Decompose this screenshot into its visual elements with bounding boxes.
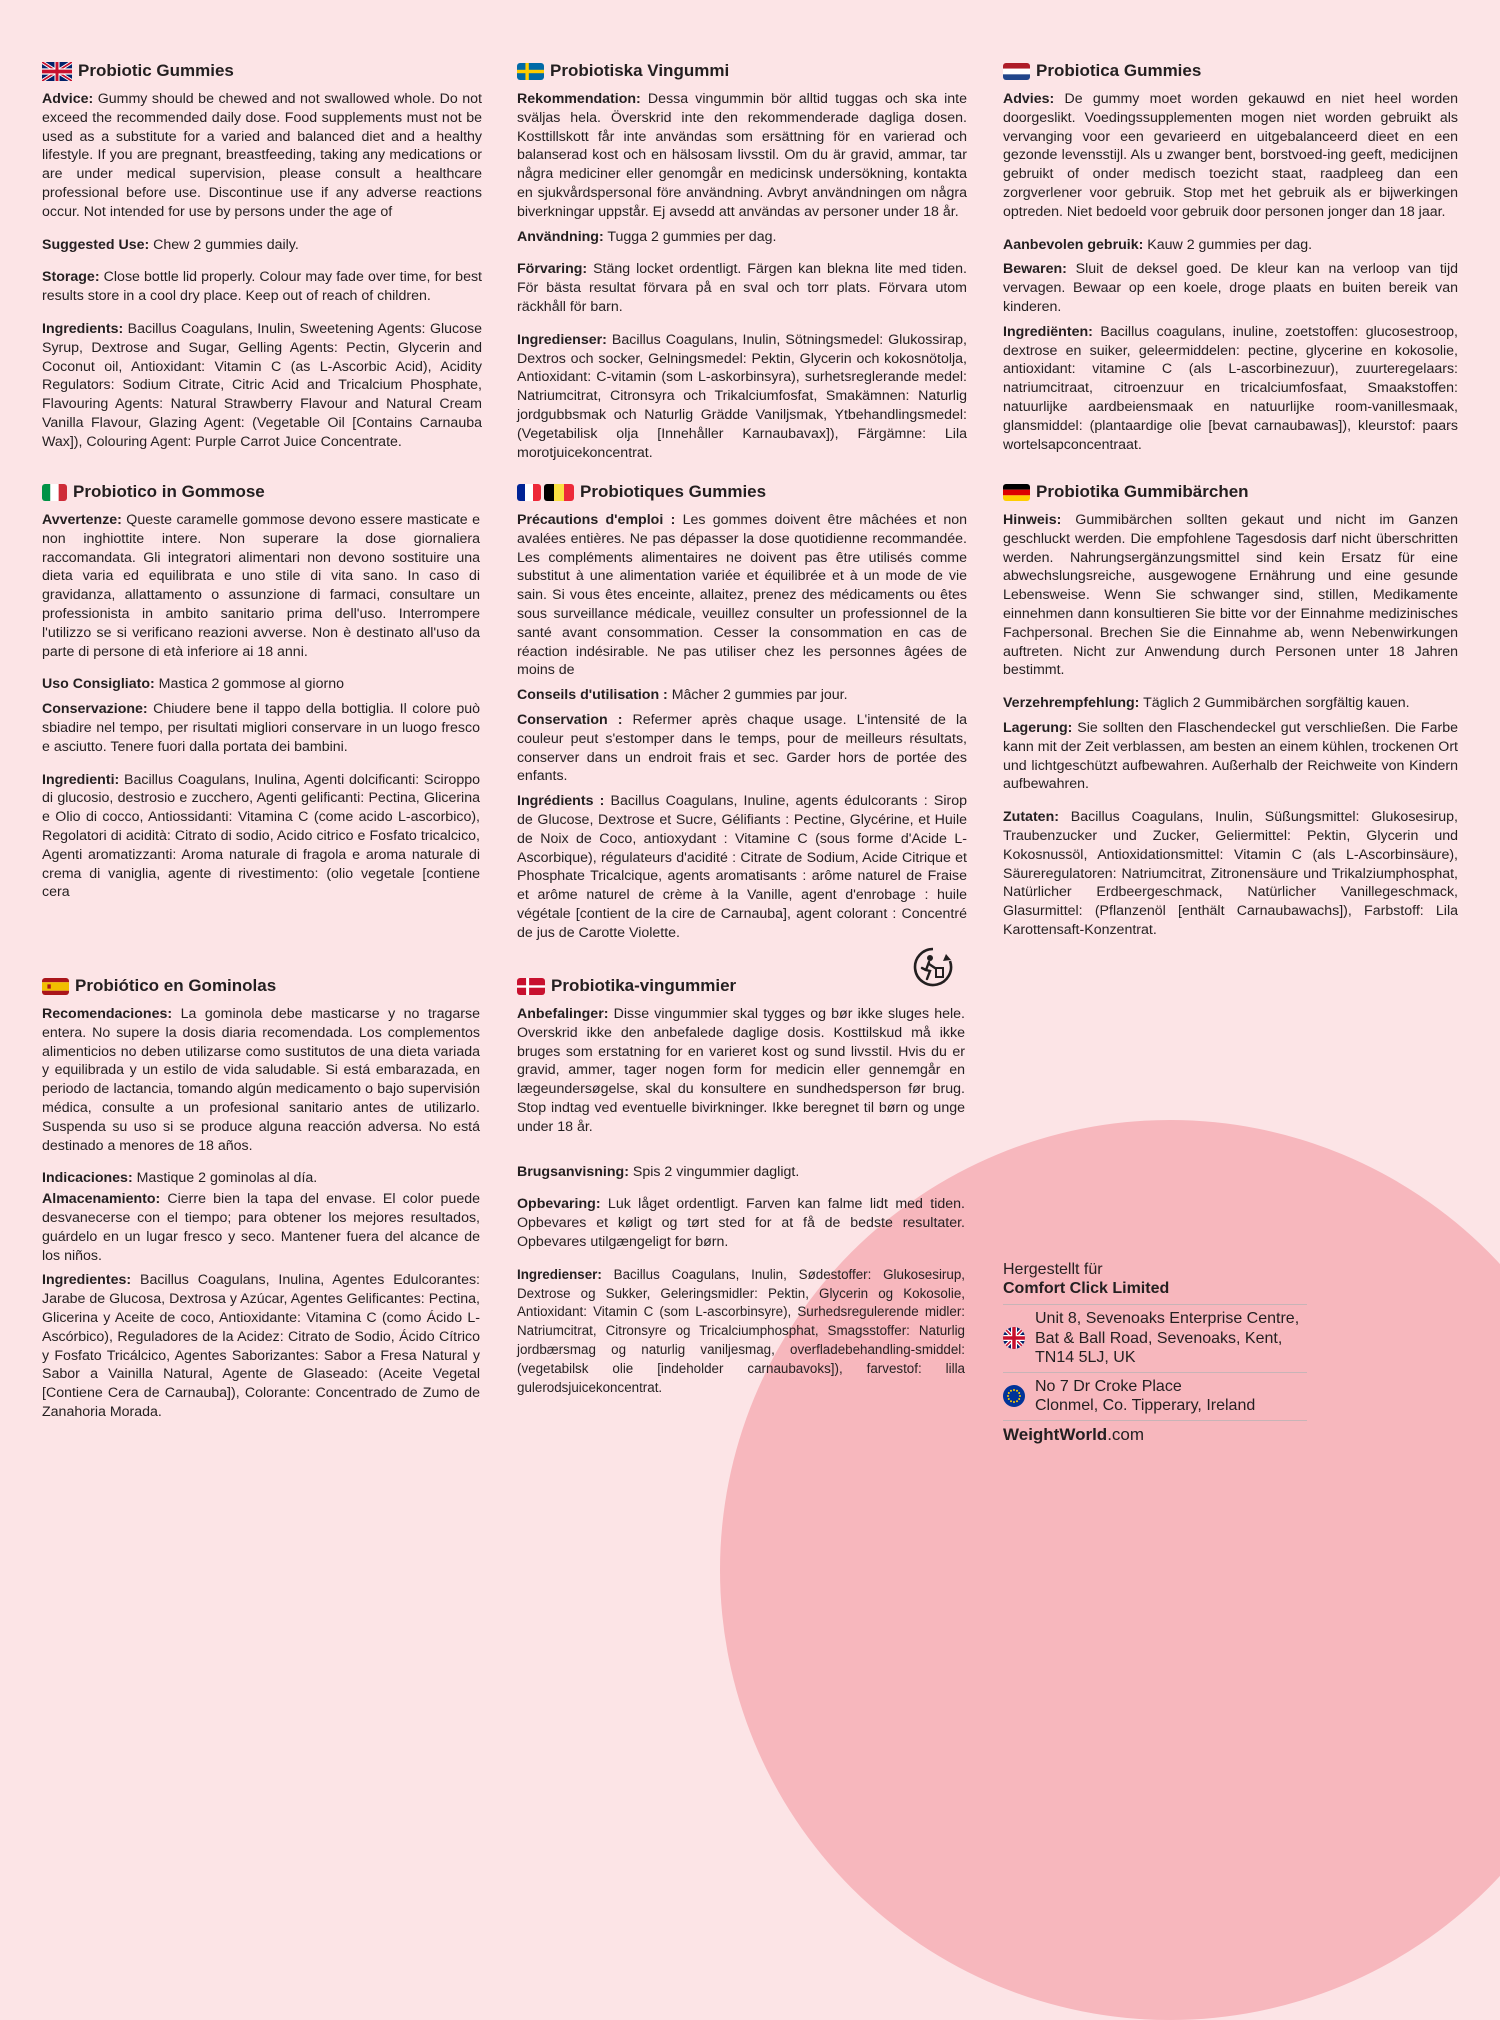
recommendation-paragraph: Rekommendation: Dessa vingummin bör alltid tuggas och ska inte sväljas hela. Överskrid inte den rekommenderade dagliga dosen. Kosttillskott får inte användas som ersättning för en varierad och balanserad kost och en hälsosam livsstil. Om du är gravid, ammar, tar några mediciner eller genomgår en medicinsk undersökning, kontakta en sjukvårdspersonal före användning. Avbryt användningen om några biverkningar uppstår. Ej avsedd att användas av personer under 18 år. <box>517 91 967 220</box>
sweden-flag-icon <box>517 63 544 80</box>
ingredients-paragraph: Ingrediënten: Bacillus coagulans, inuline, zoetstoffen: glucosestroop, dextrose en suiker, geleermiddelen: pectine, glycerine en kokosolie, antioxidant: vitamine C (als L-ascorbinezuur), zuurteregelaars: natriumcitraat, citroenzuur en tricalciumfosfaat, Smaakstoffen: natuurlijke aardbeiensmaak en natuurlijke room-vanillesmaak, glansmiddel: (plantaardige olie [bevat carnaubawas]), kleurstof: paars wortelsapconcentraat. <box>1003 323 1458 453</box>
eu-address <box>1003 1373 1307 1421</box>
company-name: Comfort Click Limited <box>1003 1279 1307 1305</box>
section-swedish <box>517 60 967 468</box>
section-title: Probiotiques Gummies <box>517 481 967 503</box>
manufacturer-info <box>1003 1260 1307 1445</box>
section-title: Probiotika-vingummier <box>517 975 965 997</box>
usage-paragraph: Indicaciones: Mastique 2 gominolas al día. <box>42 1170 318 1187</box>
storage-paragraph: Opbevaring: Luk låget ordentligt. Farven kan falme lidt med tiden. Opbevares et køligt og tørt sted for at få de bedste resultater. Opbevares utilgængeligt for børn. <box>517 1196 965 1250</box>
suggested-use-paragraph: Suggested Use: Chew 2 gummies daily. <box>42 236 299 253</box>
section-german <box>1003 481 1458 946</box>
section-title: Probiótico en Gominolas <box>42 975 480 997</box>
germany-flag-icon <box>1003 484 1030 501</box>
advice-paragraph: Advice: Gummy should be chewed and not swallowed whole. Do not exceed the recommended daily dose. Food supplements must not be used as a substitute for a varied and balanced diet and a healthy lifestyle. If you are pregnant, breastfeeding, taking any medications or are under medical supervision, please consult a healthcare professional before use. Discontinue use if any adverse reactions occur. Not intended for use by persons under the age of <box>42 91 482 220</box>
storage-paragraph: Lagerung: Sie sollten den Flaschendeckel gut verschließen. Die Farbe kann mit der Zeit verblassen, am besten an einem kühlen, trockenen Ort und lichtgeschützt aufbewahren. Außerhalb der Reichweite von Kindern aufbewahren. <box>1003 719 1458 793</box>
section-title: Probiotiska Vingummi <box>517 60 967 82</box>
usage-paragraph: Aanbevolen gebruik: Kauw 2 gummies per dag. <box>1003 236 1313 253</box>
address-line: Unit 8, Sevenoaks Enterprise Centre, <box>1035 1310 1300 1327</box>
website-link[interactable]: WeightWorld.com <box>1003 1424 1145 1444</box>
address-line: No 7 Dr Croke Place <box>1035 1377 1182 1395</box>
france-flag-icon <box>517 484 541 501</box>
ingredients-paragraph: Ingredientes: Bacillus Coagulans, Inulina, Agentes Edulcorantes: Jarabe de Glucosa, Dextrosa y Azúcar, Agentes Gelificantes: Pectina, Glicerina y Aceite de coco, Antioxidante: Vitamina C (como Ácido L-Ascórbico), Reguladores de la Acidez: Citrato de Sodio, Ácido Cítrico y Fosfato Tricálcico, Agentes Saborizantes: Sabor a Fresa Natural y Sabor a Vainilla Natural, Agente de Glaseado: (Aceite Vegetal [Contiene Cera de Carnauba]), Colorante: Concentrado de Zumo de Zanahoria Morada. <box>42 1272 480 1420</box>
uk-flag-icon <box>1003 1327 1025 1349</box>
address-line: Bat & Ball Road, Sevenoaks, Kent, <box>1035 1329 1283 1347</box>
usage-paragraph: Uso Consigliato: Mastica 2 gommose al giorno <box>42 676 344 693</box>
section-french <box>517 481 967 949</box>
made-for-label: Hergestellt für <box>1003 1261 1103 1278</box>
tidyman-recycle-icon <box>912 946 954 988</box>
advice-paragraph: Advies: De gummy moet worden gekauwd en niet heel worden doorgeslikt. Voedingssupplementen mogen niet worden gebruikt als vervanging voor een gevarieerd en uitgebalanceerd dieet en een gezonde levensstijl. Als u zwanger bent, borstvoed-ing geeft, medicijnen gebruikt of onder medisch toezicht staat, raadpleeg dan een zorgverlener voor gebruik. Stop met het gebruik als er bijwerkingen optreden. Niet bedoeld voor gebruik door personen jonger dan 18 jaar. <box>1003 91 1458 220</box>
recommendations-paragraph: Anbefalinger: Disse vingummier skal tygges og bør ikke sluges hele. Overskrid ikke den anbefalede daglige dosis. Kosttilskud må ikke bruges som erstatning for en varieret kost og sund livsstil. Hvis du er gravid, ammer, tager nogen form for medicin eller gennemgår en lægeundersøgelse, skal du konsultere en sundhedsperson før brug. Stop indtag ved eventuelle bivirkninger. Ikke beregnet til børn og unge under 18 år. <box>517 1006 965 1135</box>
ingredients-paragraph: Ingredienti: Bacillus Coagulans, Inulina, Agenti dolcificanti: Sciroppo di glucosio, destrosio e zucchero, Agenti gelificanti: Pectina, Glicerina e Olio di cocco, Antiossidanti: Vitamina C (come acido L-ascorbico), Regolatori di acidità: Citrato di sodio, Acido citrico e Fosfato tricalcico, Agenti aromatizzanti: Aroma naturale di fragola e aroma naturale di crema di vaniglia, agente di rivestimento: (olio vegetale [contiene cera <box>42 771 480 901</box>
warnings-paragraph: Avvertenze: Queste caramelle gommose devono essere masticate e non inghiottite intere. Non superare la dose giornaliera raccomandata. Gli integratori alimentari non devono sostituire una dieta varia ed equilibrata e uno stile di vita sano. In caso di gravidanza, allattamento o assunzione di farmaci, consultare un professionista in ambito sanitario prima dell'uso. Interrompere l'utilizzo se si verificano reazioni avverse. Non è destinato all'uso da parte di persone di età inferiore ai 18 anni. <box>42 512 480 660</box>
netherlands-flag-icon <box>1003 63 1030 80</box>
usage-paragraph: Användning: Tugga 2 gummies per dag. <box>517 228 777 245</box>
eu-flag-icon <box>1003 1385 1025 1407</box>
denmark-flag-icon <box>517 978 545 995</box>
storage-paragraph: Storage: Close bottle lid properly. Colour may fade over time, for best results store in a cool dry place. Keep out of reach of children. <box>42 269 482 305</box>
spain-flag-icon <box>42 978 69 995</box>
storage-paragraph: Conservation : Refermer après chaque usage. L'intensité de la couleur peut s'estomper dans le temps, pour de meilleurs résultats, conserver dans un endroit frais et sec. Garder hors de portée des enfants. <box>517 711 968 785</box>
address-line: Clonmel, Co. Tipperary, Ireland <box>1035 1397 1256 1414</box>
section-title: Probiotic Gummies <box>42 60 482 82</box>
section-title: Probiotica Gummies <box>1003 60 1458 82</box>
ingredients-paragraph: Zutaten: Bacillus Coagulans, Inulin, Süßungsmittel: Glukosesirup, Traubenzucker und Zucker, Geliermittel: Pektin, Glycerin und Kokosnussöl, Antioxidationsmittel: Vitamin C (als L-Ascorbinsäure), Säureregulatoren: Natriumcitrat, Zitronensäure und Trikalziumphosphat, Natürlicher Erdbeergeschmack, Natürlicher Vanillegeschmack, Glasurmittel: (Pflanzenöl [enthält Carnaubawachs]), Farbstoff: Lila Karottensaft-Konzentrat. <box>1003 809 1458 938</box>
section-italian <box>42 481 480 908</box>
section-title: Probiotico in Gommose <box>42 481 480 503</box>
uk-address <box>1003 1305 1307 1373</box>
storage-paragraph: Förvaring: Stäng locket ordentligt. Färgen kan blekna lite med tiden. För bästa resultat förvara på en sval och torr plats. Förvara utom räckhåll för barn. <box>517 261 967 315</box>
ingredients-paragraph: Ingredients: Bacillus Coagulans, Inulin, Sweetening Agents: Glucose Syrup, Dextrose and Sugar, Gelling Agents: Pectin, Glycerin and Coconut oil, Antioxidant: Vitamin C (as L-Ascorbic Acid), Acidity Regulators: Sodium Citrate, Citric Acid and Tricalcium Phosphate, Flavouring Agents: Natural Strawberry Flavour and Natural Cream Vanilla Flavour, Glazing Agent: (Vegetable Oil [Contains Carnauba Wax]), Colouring Agent: Purple Carrot Juice Concentrate. <box>42 320 482 450</box>
storage-paragraph: Conservazione: Chiudere bene il tappo della bottiglia. Il colore può sbiadire nel tempo, per risultati migliori conservare in un luogo fresco e asciutto. Tenere fuori dalla portata dei bambini. <box>42 701 480 755</box>
usage-paragraph: Verzehrempfehlung: Täglich 2 Gummibärchen sorgfältig kauen. <box>1003 695 1410 712</box>
address-line: TN14 5LJ, UK <box>1035 1349 1136 1366</box>
notice-paragraph: Hinweis: Gummibärchen sollten gekaut und nicht im Ganzen geschluckt werden. Die empfohlene Tagesdosis darf nicht überschritten werden. Nahrungsergänzungsmittel sind kein Ersatz für eine abwechslungsreiche, ausgewogene Ernährung und eine gesunde Lebensweise. Wenn Sie schwanger sind, stillen, Medikamente einnehmen dann konsultieren Sie bitte vor der Einnahme medizinisches Fachpersonal. Brechen Sie die Einnahme ab, wenn Nebenwirkungen auftreten. Nicht zur Anwendung durch Personen unter 18 Jahren bestimmt. <box>1003 512 1458 679</box>
section-spanish <box>42 975 480 1428</box>
section-title: Probiotika Gummibärchen <box>1003 481 1458 503</box>
section-english <box>42 60 482 458</box>
precautions-paragraph: Précautions d'emploi : Les gommes doivent être mâchées et non avalées entières. Ne pas dépasser la dose quotidienne recommandée. Les compléments alimentaires ne doivent pas être utilisés comme substitut à une alimentation variée et équilibrée et à un mode de vie sain. Si vous êtes enceinte, allaitez, prenez des médicaments ou êtes sous surveillance médicale, veuillez consulter un professionnel de la santé avant consommation. Cesser la consommation en cas de réaction indésirable. Ne pas utiliser chez les personnes âgées de moins de <box>517 512 967 679</box>
italy-flag-icon <box>42 484 67 501</box>
ingredients-paragraph: Ingrédients : Bacillus Coagulans, Inuline, agents édulcorants : Sirop de Glucose, Dextrose et Sucre, Gélifiants : Pectine, Glycérine, et Huile de Noix de Coco, antioxydant : Vitamine C (sous forme d'Acide L-Ascorbique), régulateurs d'acidité : Citrate de Sodium, Acide Citrique et Phosphate Tricalcique, agents aromatisants : arôme naturel de Fraise et arôme naturel de crème à la Vanille, agent d'enrobage : huile végétale [contient de la cire de Carnauba], agent colorant : Concentré de jus de Carotte Violette. <box>517 793 968 941</box>
section-dutch <box>1003 60 1458 460</box>
uk-flag-icon <box>42 62 72 81</box>
usage-paragraph: Conseils d'utilisation : Mâcher 2 gummies par jour. <box>517 687 848 704</box>
section-danish <box>517 975 965 1403</box>
ingredients-paragraph: Ingredienser: Bacillus Coagulans, Inulin, Sødestoffer: Glukosesirup, Dextrose og Sukker, Geleringsmidler: Pektin, Glycerin og Kokosolie, Antioxidant: Vitamin C (som L-ascorbinsyre), Surhedsregulerende midler: Natriumcitrat, Citronsyre og Tricalciumphosphat, Smagsstoffer: Naturlig jordbærsmag og naturlig vaniljesmag, overfladebehandling-smiddel: (vegetabilsk olie [indeholder carnaubavoks]), farvestof: lilla gulerodsjuicekoncentrat. <box>517 1266 965 1395</box>
belgium-flag-icon <box>544 484 574 501</box>
ingredients-paragraph: Ingredienser: Bacillus Coagulans, Inulin, Sötningsmedel: Glukossirap, Dextros och socker, Gelningsmedel: Pektin, Glycerin och kokosnötolja, Antioxidant: C-vitamin (som L-askorbinsyra), surhetsreglerande medel: Natriumcitrat, Citronsyra och Trikalciumfosfat, Smakämnen: Naturlig jordgubbsmak och Naturlig Grädde Vaniljsmak, Ytbehandlingsmedel: (Vegetabilisk olja [Innehåller Karnaubavax]), Färgämne: Lila morotjuicekoncentrat. <box>517 331 967 461</box>
storage-paragraph: Almacenamiento: Cierre bien la tapa del envase. El color puede desvanecerse con el tiempo; para obtener los mejores resultados, guárdelo en un lugar fresco y seco. Mantener fuera del alcance de los niños. <box>42 1191 480 1264</box>
recommendations-paragraph: Recomendaciones: La gominola debe masticarse y no tragarse entera. No supere la dosis diaria recomendada. Los complementos alimenticios no deben utilizarse como sustitutos de una dieta variada y equilibrada y un estilo de vida saludable. Si está embarazada, en periodo de lactancia, tomando algún medicamento o bajo supervisión médica, consulte a un profesional sanitario antes de utilizarlo. Suspenda su uso si se produce alguna reacción adversa. No está destinado a menores de 18 años. <box>42 1006 480 1154</box>
usage-paragraph: Brugsanvisning: Spis 2 vingummier dagligt. <box>517 1163 800 1180</box>
storage-paragraph: Bewaren: Sluit de deksel goed. De kleur kan na verloop van tijd vervagen. Bewaar op een koele, droge plaats en buiten bereik van kinderen. <box>1003 261 1458 315</box>
